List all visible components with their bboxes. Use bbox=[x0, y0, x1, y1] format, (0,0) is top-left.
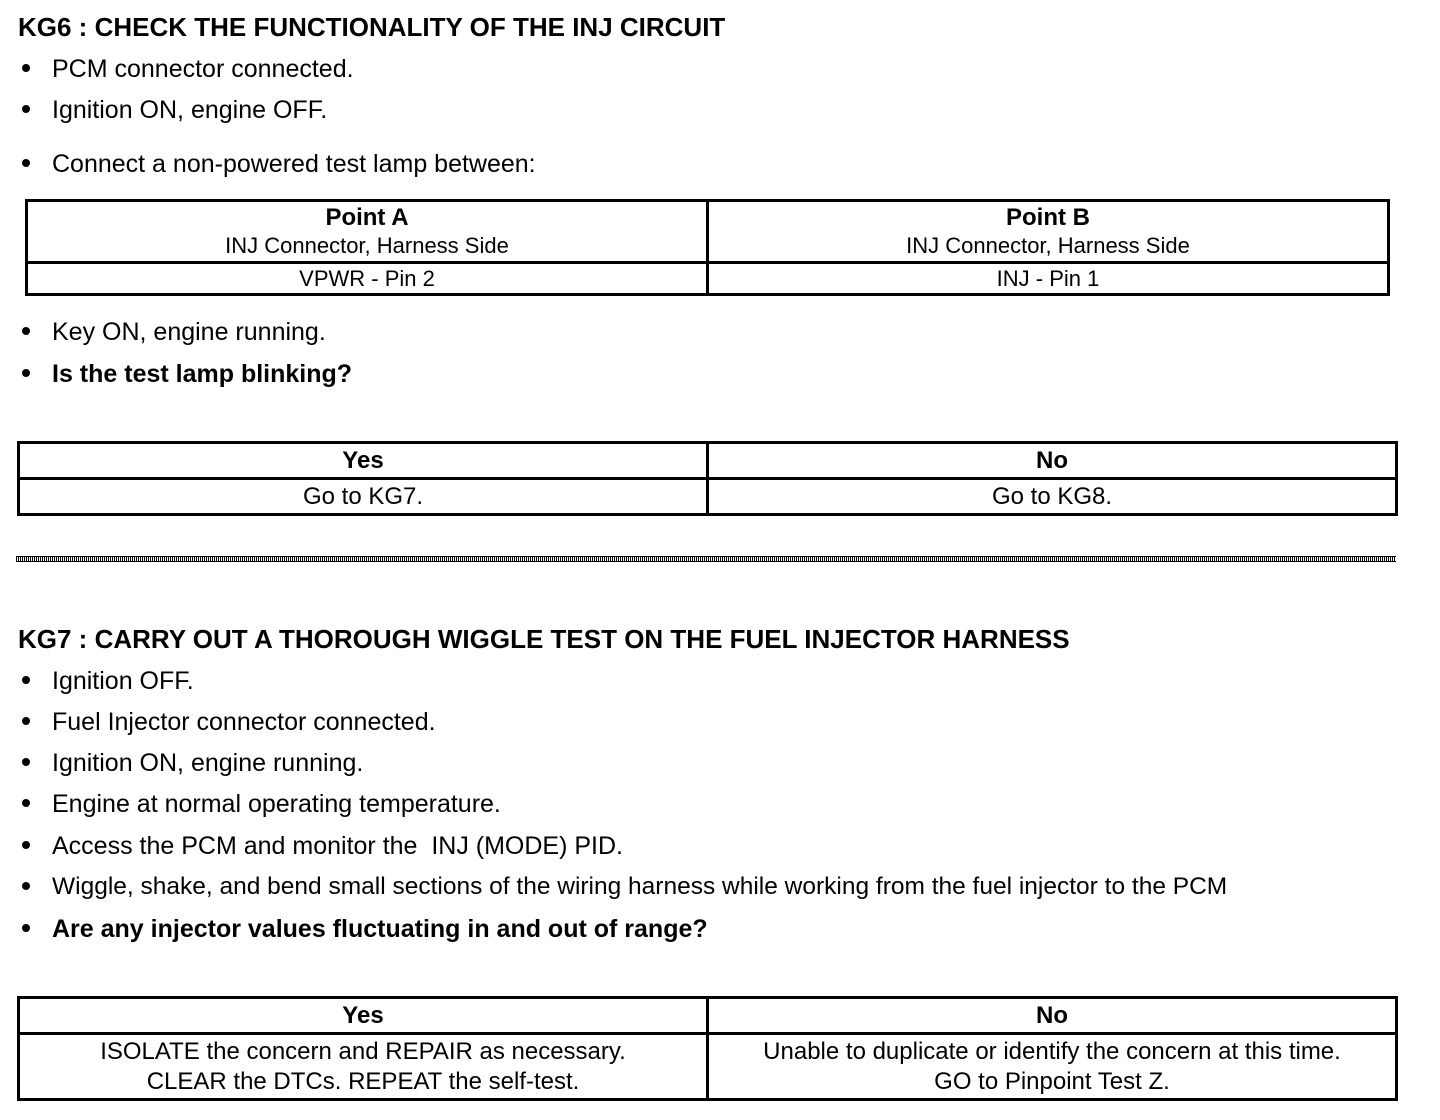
kg7-yes-action-line1: ISOLATE the concern and REPAIR as necessary. bbox=[100, 1037, 626, 1065]
point-a-subheader: INJ Connector, Harness Side bbox=[225, 232, 509, 258]
bullet-dot-icon bbox=[22, 159, 30, 167]
kg7-bullet-3: Ignition ON, engine running. bbox=[18, 748, 363, 778]
bullet-dot-icon bbox=[22, 841, 30, 849]
bullet-dot-icon bbox=[22, 676, 30, 684]
bullet-dot-icon bbox=[22, 717, 30, 725]
bullet-dot-icon bbox=[22, 882, 30, 890]
point-b-header: Point B bbox=[1006, 203, 1090, 231]
kg6-yes-header: Yes bbox=[19, 443, 708, 479]
kg6-no-action: Go to KG8. bbox=[708, 479, 1397, 515]
kg7-no-action bbox=[708, 1034, 1397, 1100]
section-divider bbox=[16, 556, 1396, 562]
kg7-yes-action-line2: CLEAR the DTCs. REPEAT the self-test. bbox=[146, 1067, 580, 1095]
bullet-dot-icon bbox=[22, 327, 30, 335]
kg7-bullet-2: Fuel Injector connector connected. bbox=[18, 707, 436, 737]
kg6-bullet-1: PCM connector connected. bbox=[18, 54, 354, 84]
kg6-heading: KG6 : CHECK THE FUNCTIONALITY OF THE INJ CIRCUIT bbox=[18, 12, 726, 42]
kg7-bullet-6: Wiggle, shake, and bend small sections of the wiring harness while working from the fuel injector to the PCM bbox=[18, 872, 1227, 902]
bullet-dot-icon bbox=[22, 105, 30, 113]
kg6-question: Is the test lamp blinking? bbox=[18, 359, 352, 389]
kg7-result-table bbox=[17, 996, 1398, 1101]
kg7-no-action-line1: Unable to duplicate or identify the concern at this time. bbox=[763, 1037, 1341, 1065]
kg7-bullet-1: Ignition OFF. bbox=[18, 666, 194, 696]
point-b-subheader: INJ Connector, Harness Side bbox=[906, 232, 1190, 258]
point-b-value: INJ - Pin 1 bbox=[708, 263, 1389, 295]
point-a-header: Point A bbox=[325, 203, 409, 231]
kg6-no-header: No bbox=[708, 443, 1397, 479]
bullet-dot-icon bbox=[22, 924, 30, 932]
point-a-header-cell bbox=[27, 201, 708, 263]
kg6-bullet-3: Connect a non-powered test lamp between: bbox=[18, 149, 536, 179]
kg6-yes-action: Go to KG7. bbox=[19, 479, 708, 515]
kg7-bullet-5: Access the PCM and monitor the INJ (MODE) PID. bbox=[18, 831, 623, 861]
point-b-header-cell bbox=[708, 201, 1389, 263]
kg6-connection-table bbox=[25, 199, 1390, 296]
kg7-question: Are any injector values fluctuating in and out of range? bbox=[18, 914, 708, 944]
point-a-value: VPWR - Pin 2 bbox=[27, 263, 708, 295]
kg7-bullet-4: Engine at normal operating temperature. bbox=[18, 789, 501, 819]
kg7-yes-action bbox=[19, 1034, 708, 1100]
kg6-bullet-4: Key ON, engine running. bbox=[18, 317, 326, 347]
bullet-dot-icon bbox=[22, 799, 30, 807]
kg6-result-table bbox=[17, 441, 1398, 516]
kg6-bullet-2: Ignition ON, engine OFF. bbox=[18, 95, 327, 125]
bullet-dot-icon bbox=[22, 64, 30, 72]
kg7-heading: KG7 : CARRY OUT A THOROUGH WIGGLE TEST ON THE FUEL INJECTOR HARNESS bbox=[18, 624, 1070, 654]
kg7-yes-header: Yes bbox=[19, 998, 708, 1034]
bullet-dot-icon bbox=[22, 758, 30, 766]
kg7-no-action-line2: GO to Pinpoint Test Z. bbox=[934, 1067, 1170, 1095]
kg7-no-header: No bbox=[708, 998, 1397, 1034]
bullet-dot-icon bbox=[22, 369, 30, 377]
